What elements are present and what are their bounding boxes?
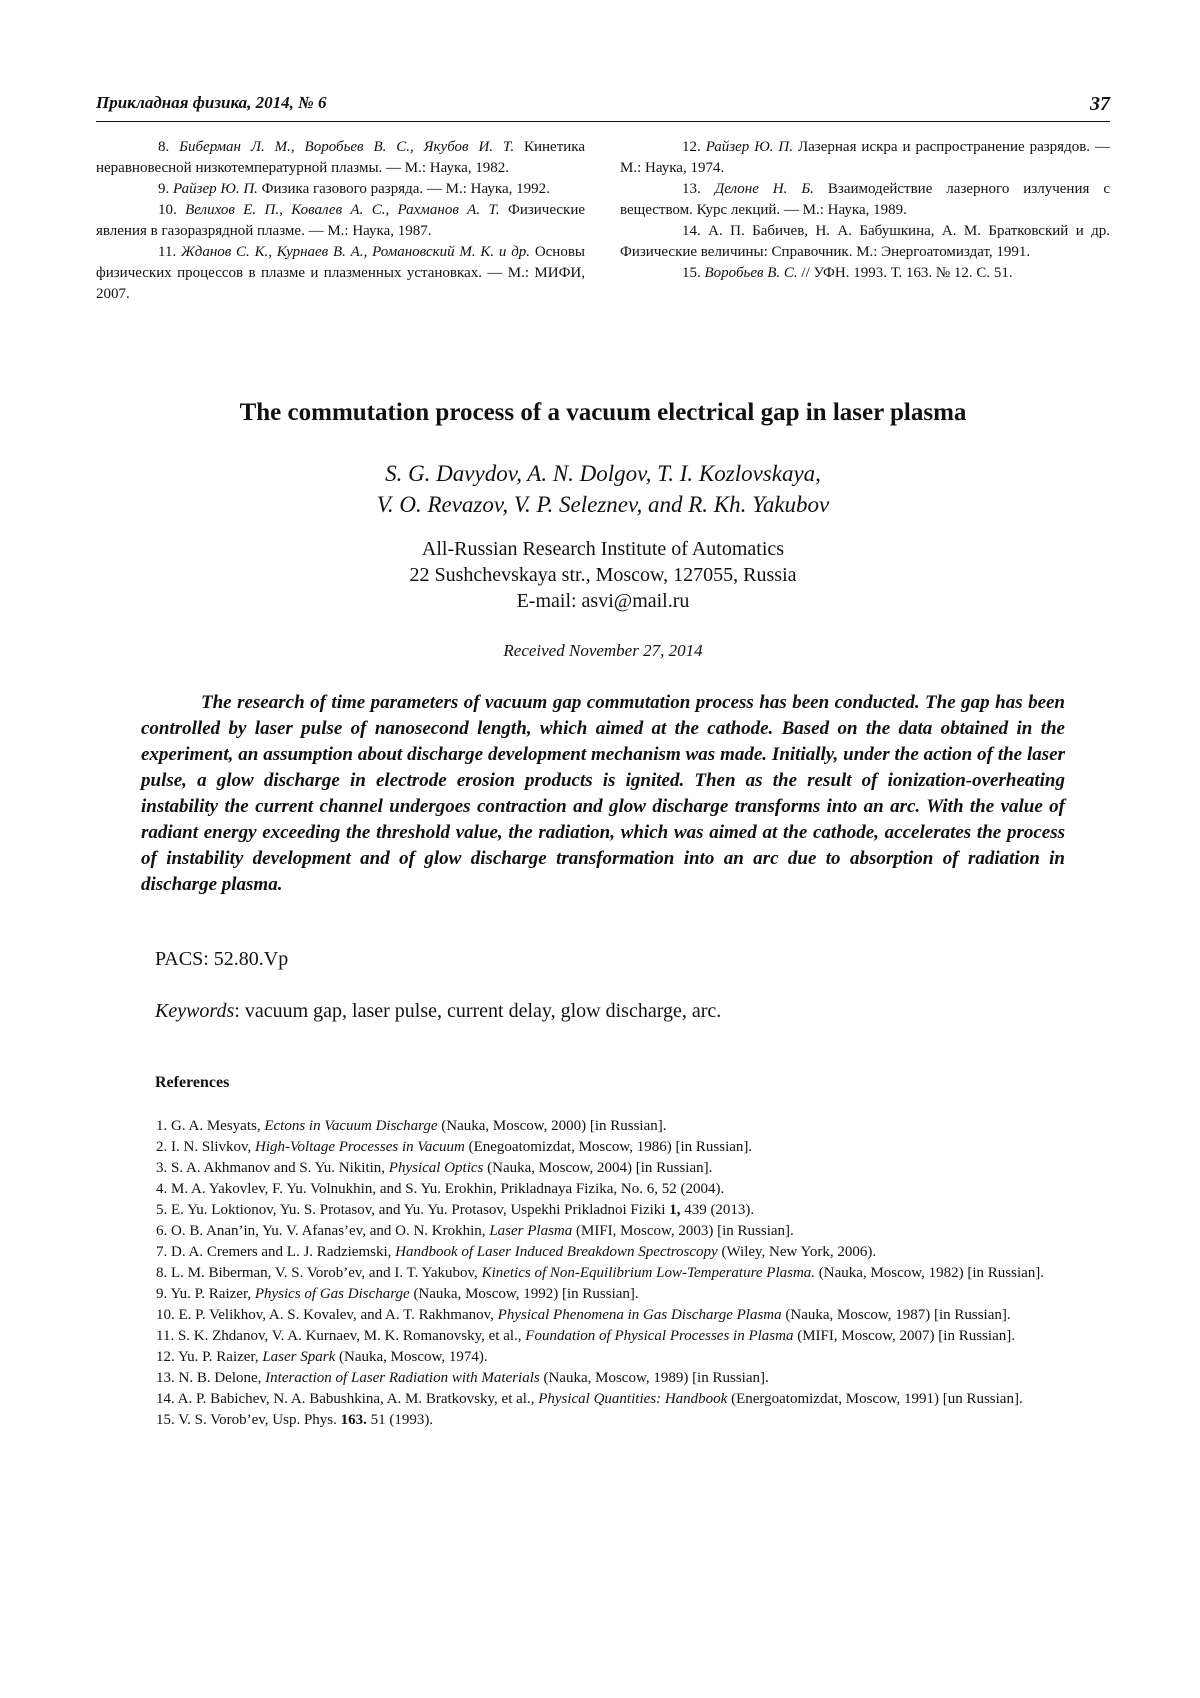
references-heading: References — [155, 1074, 230, 1091]
reference-lead: 6. O. B. Anan’in, Yu. V. Afanas’ev, and O. N. Krokhin, — [156, 1223, 490, 1239]
reference-number: 8. — [158, 139, 170, 155]
reference-number: 9. — [158, 181, 170, 197]
reference-item — [96, 1242, 1110, 1263]
reference-authors: Жданов С. К., Курнаев В. А., Романовский М. К. и др. — [180, 244, 531, 260]
reference-volume: 163. — [340, 1412, 367, 1428]
reference-lead: 12. Yu. P. Raizer, — [156, 1349, 263, 1365]
reference-number: 10. — [158, 202, 177, 218]
reference-volume: 1, — [669, 1202, 681, 1218]
reference-item — [96, 1410, 1110, 1431]
reference-lead: 8. L. M. Biberman, V. S. Vorob’ev, and I. T. Yakubov, — [156, 1265, 482, 1281]
reference-lead: 14. A. P. Babichev, N. A. Babushkina, A. M. Bratkovsky, et al., — [156, 1391, 539, 1407]
reference-authors: Делоне Н. Б. — [714, 181, 814, 197]
reference-title: Foundation of Physical Processes in Plasma — [525, 1328, 794, 1344]
reference-item — [96, 1368, 1110, 1389]
reference-item — [96, 1179, 1110, 1200]
reference-title: Physical Quantities: Handbook — [538, 1391, 728, 1407]
reference-title: Physics of Gas Discharge — [254, 1286, 410, 1302]
reference-item — [96, 1284, 1110, 1305]
reference-details: Лазерная искра и распространение разрядов. — М.: Наука, 1974. — [620, 139, 1110, 176]
reference-lead: 2. I. N. Slivkov, — [156, 1139, 256, 1155]
reference-details: (Nauka, Moscow, 1987) [in Russian]. — [781, 1307, 1011, 1323]
reference-details: Основы физических процессов в плазме и плазменных установках. — М.: МИФИ, 2007. — [96, 244, 585, 302]
reference-item — [96, 1305, 1110, 1326]
reference-details: (Wiley, New York, 2006). — [717, 1244, 877, 1260]
reference-details: (Nauka, Moscow, 2004) [in Russian]. — [483, 1160, 713, 1176]
reference-details: А. П. Бабичев, Н. А. Бабушкина, А. М. Братковский и др. Физические величины: Справочник. М.: Энергоатомиздат, 1991. — [620, 223, 1110, 260]
reference-authors: Райзер Ю. П. — [705, 139, 794, 155]
reference-authors: Велихов Е. П., Ковалев А. С., Рахманов А. Т. — [185, 202, 500, 218]
journal-reference: Прикладная физика, 2014, № 6 — [96, 93, 327, 112]
reference-title: Laser Plasma — [489, 1223, 573, 1239]
reference-item — [96, 1137, 1110, 1158]
reference-number: 11. — [158, 244, 177, 260]
keywords-label: Keywords — [155, 1000, 235, 1022]
author-list — [96, 458, 1110, 520]
russian-reference-item — [620, 221, 1110, 263]
reference-details: 439 (2013). — [680, 1202, 755, 1218]
reference-item — [96, 1200, 1110, 1221]
reference-details: (Nauka, Moscow, 2000) [in Russian]. — [437, 1118, 667, 1134]
russian-reference-item — [620, 137, 1110, 179]
reference-item — [96, 1116, 1110, 1137]
reference-item — [96, 1263, 1110, 1284]
reference-number: 15. — [682, 265, 701, 281]
russian-reference-item — [96, 242, 585, 305]
reference-lead: 15. V. S. Vorob’ev, Usp. Phys. — [156, 1412, 341, 1428]
reference-title: Handbook of Laser Induced Breakdown Spectroscopy — [395, 1244, 718, 1260]
reference-lead: 5. E. Yu. Loktionov, Yu. S. Protasov, and Yu. Yu. Protasov, Uspekhi Prikladnoi Fiziki — [156, 1202, 670, 1218]
reference-details: (Nauka, Moscow, 1992) [in Russian]. — [409, 1286, 639, 1302]
reference-lead: 4. M. A. Yakovlev, F. Yu. Volnukhin, and S. Yu. Erokhin, Prikladnaya Fizika, No. 6, 52 (2004). — [156, 1181, 725, 1197]
russian-references-left-column — [96, 137, 585, 305]
contact-email: E-mail: asvi@mail.ru — [516, 590, 690, 612]
reference-title: Kinetics of Non-Equilibrium Low-Temperature Plasma. — [481, 1265, 816, 1281]
russian-reference-item — [96, 200, 585, 242]
reference-details: // УФН. 1993. Т. 163. № 12. С. 51. — [797, 265, 1013, 281]
reference-item — [96, 1389, 1110, 1410]
russian-references-right-column — [620, 137, 1110, 284]
reference-lead: 11. S. K. Zhdanov, V. A. Kurnaev, M. K. Romanovsky, et al., — [156, 1328, 526, 1344]
reference-item — [96, 1347, 1110, 1368]
reference-details: (MIFI, Moscow, 2007) [in Russian]. — [793, 1328, 1015, 1344]
reference-details: Взаимодействие лазерного излучения с веществом. Курс лекций. — М.: Наука, 1989. — [620, 181, 1110, 218]
reference-details: Кинетика неравновесной низкотемпературной плазмы. — М.: Наука, 1982. — [96, 139, 586, 176]
received-date: Received November 27, 2014 — [503, 641, 703, 660]
reference-lead: 13. N. B. Delone, — [156, 1370, 266, 1386]
reference-details: (Nauka, Moscow, 1982) [in Russian]. — [815, 1265, 1045, 1281]
keywords — [155, 1000, 721, 1023]
reference-authors: Райзер Ю. П. — [173, 181, 258, 197]
reference-details: Физика газового разряда. — М.: Наука, 1992. — [257, 181, 550, 197]
reference-title: High-Voltage Processes in Vacuum — [255, 1139, 465, 1155]
reference-lead: 3. S. A. Akhmanov and S. Yu. Nikitin, — [156, 1160, 389, 1176]
pacs-code: PACS: 52.80.Vp — [155, 948, 289, 970]
reference-number: 12. — [682, 139, 701, 155]
reference-details: (Nauka, Moscow, 1989) [in Russian]. — [539, 1370, 769, 1386]
reference-lead: 7. D. A. Cremers and L. J. Radziemski, — [156, 1244, 396, 1260]
reference-title: Physical Optics — [388, 1160, 484, 1176]
russian-reference-item — [96, 137, 585, 179]
abstract: The research of time parameters of vacuum gap commutation process has been conducted. The gap has been controlled by laser pulse of nanosecond length, which aimed at the cathode. Based on the data obtained in the experiment, an assumption about discharge development mechanism was made. Initially, under the action of the laser pulse, a glow discharge in electrode erosion products is ignited. Then as the result of ionization-overheating instability the current channel undergoes contraction and glow discharge transforms into an arc. With the value of radiant energy exceeding the threshold value, the radiation, which was aimed at the cathode, accelerates the process of instability development and of glow discharge transformation into an arc due to absorption of radiation in discharge plasma. — [141, 692, 1065, 895]
reference-details: (Enegoatomizdat, Moscow, 1986) [in Russian]. — [464, 1139, 753, 1155]
reference-number: 14. — [682, 223, 701, 239]
reference-title: Laser Spark — [262, 1349, 336, 1365]
reference-lead: 1. G. A. Mesyats, — [156, 1118, 265, 1134]
keywords-list: : vacuum gap, laser pulse, current delay, glow discharge, arc. — [234, 1000, 722, 1022]
reference-authors: Биберман Л. М., Воробьев В. С., Якубов И. Т. — [179, 139, 515, 155]
russian-reference-item — [620, 263, 1110, 284]
reference-item — [96, 1221, 1110, 1242]
reference-item — [96, 1158, 1110, 1179]
reference-details: (Nauka, Moscow, 1974). — [335, 1349, 488, 1365]
references-list — [96, 1116, 1110, 1431]
reference-details: (Energoatomizdat, Moscow, 1991) [un Russian]. — [727, 1391, 1023, 1407]
reference-lead: 9. Yu. P. Raizer, — [156, 1286, 255, 1302]
institution-name: All-Russian Research Institute of Automatics — [421, 538, 785, 560]
reference-title: Interaction of Laser Radiation with Materials — [265, 1370, 540, 1386]
affiliation-block — [96, 536, 1110, 614]
authors-line: V. O. Revazov, V. P. Seleznev, and R. Kh. Yakubov — [376, 492, 830, 517]
article-title: The commutation process of a vacuum electrical gap in laser plasma — [239, 399, 967, 426]
reference-lead: 10. E. P. Velikhov, A. S. Kovalev, and A. T. Rakhmanov, — [156, 1307, 498, 1323]
reference-details: 51 (1993). — [366, 1412, 434, 1428]
authors-line: S. G. Davydov, A. N. Dolgov, T. I. Kozlovskaya, — [385, 461, 821, 486]
russian-reference-item — [96, 179, 585, 200]
reference-details: (MIFI, Moscow, 2003) [in Russian]. — [572, 1223, 794, 1239]
running-header — [96, 93, 1110, 122]
reference-title: Physical Phenomena in Gas Discharge Plasma — [497, 1307, 782, 1323]
reference-number: 13. — [682, 181, 701, 197]
reference-item — [96, 1326, 1110, 1347]
russian-reference-item — [620, 179, 1110, 221]
reference-details: Физические явления в газоразрядной плазме. — М.: Наука, 1987. — [96, 202, 585, 239]
page-number: 37 — [1090, 93, 1110, 115]
reference-title: Ectons in Vacuum Discharge — [264, 1118, 438, 1134]
institution-address: 22 Sushchevskaya str., Moscow, 127055, Russia — [409, 564, 797, 586]
reference-authors: Воробьев В. С. — [704, 265, 798, 281]
